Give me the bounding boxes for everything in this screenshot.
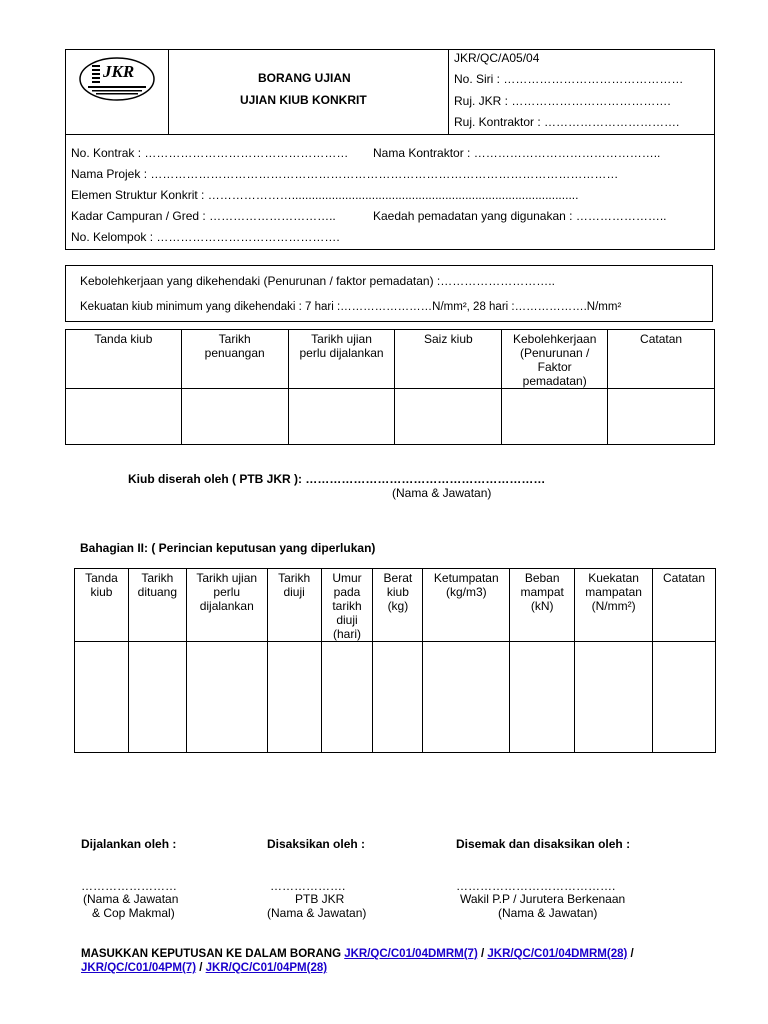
elemen-field[interactable]: Elemen Struktur Konkrit : …………………...................................................................................... bbox=[71, 188, 579, 202]
section2-title: Bahagian II: ( Perincian keputusan yang diperlukan) bbox=[80, 541, 376, 555]
footer-note: MASUKKAN KEPUTUSAN KE DALAM BORANG JKR/QC/C01/04DMRM(7) / JKR/QC/C01/04DMRM(28) / JKR/QC/C01/04PM(7) / JKR/QC/C01/04PM(28) bbox=[81, 948, 634, 974]
sig1-line1: (Nama & Jawatan bbox=[83, 892, 179, 906]
table-cell[interactable] bbox=[321, 642, 373, 753]
table2-header: Tanda kiub bbox=[75, 569, 129, 642]
table-cell[interactable] bbox=[575, 642, 653, 753]
table-cell[interactable] bbox=[510, 642, 575, 753]
table1-header: Tanda kiub bbox=[66, 330, 182, 389]
form-link-dmrm7[interactable]: JKR/QC/C01/04DMRM(7) bbox=[344, 948, 478, 960]
table-cell[interactable] bbox=[186, 642, 267, 753]
sig1-title: Dijalankan oleh : bbox=[81, 837, 177, 851]
kelompok-field[interactable]: No. Kelompok : ………………………………………. bbox=[71, 230, 340, 244]
form-code: JKR/QC/A05/04 bbox=[454, 51, 540, 65]
table-cell[interactable] bbox=[288, 389, 395, 445]
table-cell[interactable] bbox=[128, 642, 186, 753]
sig2-line2: (Nama & Jawatan) bbox=[267, 906, 367, 920]
logo-text: JKR bbox=[103, 62, 135, 81]
handover-field[interactable]: Kiub diserah oleh ( PTB JKR ): …………………………………………………… bbox=[128, 472, 546, 486]
table2-header: Berat kiub (kg) bbox=[373, 569, 423, 642]
form-link-pm28[interactable]: JKR/QC/C01/04PM(28) bbox=[205, 962, 328, 974]
table-row bbox=[75, 642, 716, 753]
ruj-jkr-field[interactable]: Ruj. JKR : …………………………………. bbox=[454, 94, 671, 108]
table-cell[interactable] bbox=[75, 642, 129, 753]
cube-table-1 bbox=[65, 329, 715, 445]
form-title-1: BORANG UJIAN bbox=[258, 71, 351, 85]
nama-kontraktor-field[interactable]: Nama Kontraktor : ……………………………………….. bbox=[373, 146, 661, 160]
table1-header: Kebolehkerjaan (Penurunan / Faktor pemadatan) bbox=[502, 330, 608, 389]
table1-header: Tarikh ujian perlu dijalankan bbox=[288, 330, 395, 389]
nama-projek-field[interactable]: Nama Projek : ……………………………………………………………………………………………………… bbox=[71, 167, 619, 181]
table2-header: Kuekatan mampatan (N/mm²) bbox=[575, 569, 653, 642]
sig3-line2: (Nama & Jawatan) bbox=[498, 906, 598, 920]
table-cell[interactable] bbox=[373, 642, 423, 753]
table-cell[interactable] bbox=[66, 389, 182, 445]
table1-header-row bbox=[66, 330, 715, 389]
kadar-field[interactable]: Kadar Campuran / Gred : ………………………….. bbox=[71, 209, 336, 223]
table-cell[interactable] bbox=[395, 389, 502, 445]
table2-header-row bbox=[75, 569, 716, 642]
sig1-line2: & Cop Makmal) bbox=[92, 906, 175, 920]
table-cell[interactable] bbox=[502, 389, 608, 445]
sig3-line1: Wakil P.P / Jurutera Berkenaan bbox=[460, 892, 626, 906]
handover-sub: (Nama & Jawatan) bbox=[392, 486, 492, 500]
workability-field[interactable]: Kebolehkerjaan yang dikehendaki (Penurunan / faktor pemadatan) :……………………….. bbox=[80, 274, 555, 288]
sig3-dots[interactable]: …………………………………. bbox=[456, 879, 616, 893]
footer-text: MASUKKAN KEPUTUSAN KE DALAM BORANG bbox=[81, 948, 345, 960]
sig2-line1: PTB JKR bbox=[295, 892, 345, 906]
table-row bbox=[66, 389, 715, 445]
min-strength-field[interactable]: Kekuatan kiub minimum yang dikehendaki : 7 hari :……………………N/mm², 28 hari :……………….N/mm² bbox=[80, 301, 622, 313]
table2-header: Tarikh diuji bbox=[267, 569, 321, 642]
kaedah-field[interactable]: Kaedah pemadatan yang digunakan : ………………….. bbox=[373, 209, 667, 223]
table-cell[interactable] bbox=[181, 389, 288, 445]
no-kontrak-field[interactable]: No. Kontrak : …………………………………………… bbox=[71, 146, 349, 160]
form-title-2: UJIAN KIUB KONKRIT bbox=[240, 93, 367, 107]
sig1-dots[interactable]: …………………… bbox=[81, 879, 177, 893]
form-link-dmrm28[interactable]: JKR/QC/C01/04DMRM(28) bbox=[487, 948, 628, 960]
jkr-logo bbox=[78, 55, 156, 103]
ruj-kontraktor-field[interactable]: Ruj. Kontraktor : ……………………………. bbox=[454, 115, 680, 129]
table1-header: Saiz kiub bbox=[395, 330, 502, 389]
table2-header: Ketumpatan (kg/m3) bbox=[423, 569, 510, 642]
form-link-pm7[interactable]: JKR/QC/C01/04PM(7) bbox=[81, 962, 197, 974]
table2-header: Tarikh dituang bbox=[128, 569, 186, 642]
table-cell[interactable] bbox=[608, 389, 715, 445]
table-cell[interactable] bbox=[423, 642, 510, 753]
table2-header: Beban mampat (kN) bbox=[510, 569, 575, 642]
table1-header: Catatan bbox=[608, 330, 715, 389]
no-siri-field[interactable]: No. Siri : ……………………………………… bbox=[454, 72, 684, 86]
table-cell[interactable] bbox=[653, 642, 716, 753]
sig2-dots[interactable]: ………………. bbox=[270, 879, 346, 893]
table-cell[interactable] bbox=[267, 642, 321, 753]
table1-header: Tarikh penuangan bbox=[181, 330, 288, 389]
sig2-title: Disaksikan oleh : bbox=[267, 837, 366, 851]
table2-header: Catatan bbox=[653, 569, 716, 642]
table2-header: Umur pada tarikh diuji (hari) bbox=[321, 569, 373, 642]
table2-header: Tarikh ujian perlu dijalankan bbox=[186, 569, 267, 642]
cube-table-2 bbox=[74, 568, 716, 753]
sig3-title: Disemak dan disaksikan oleh : bbox=[456, 837, 631, 851]
